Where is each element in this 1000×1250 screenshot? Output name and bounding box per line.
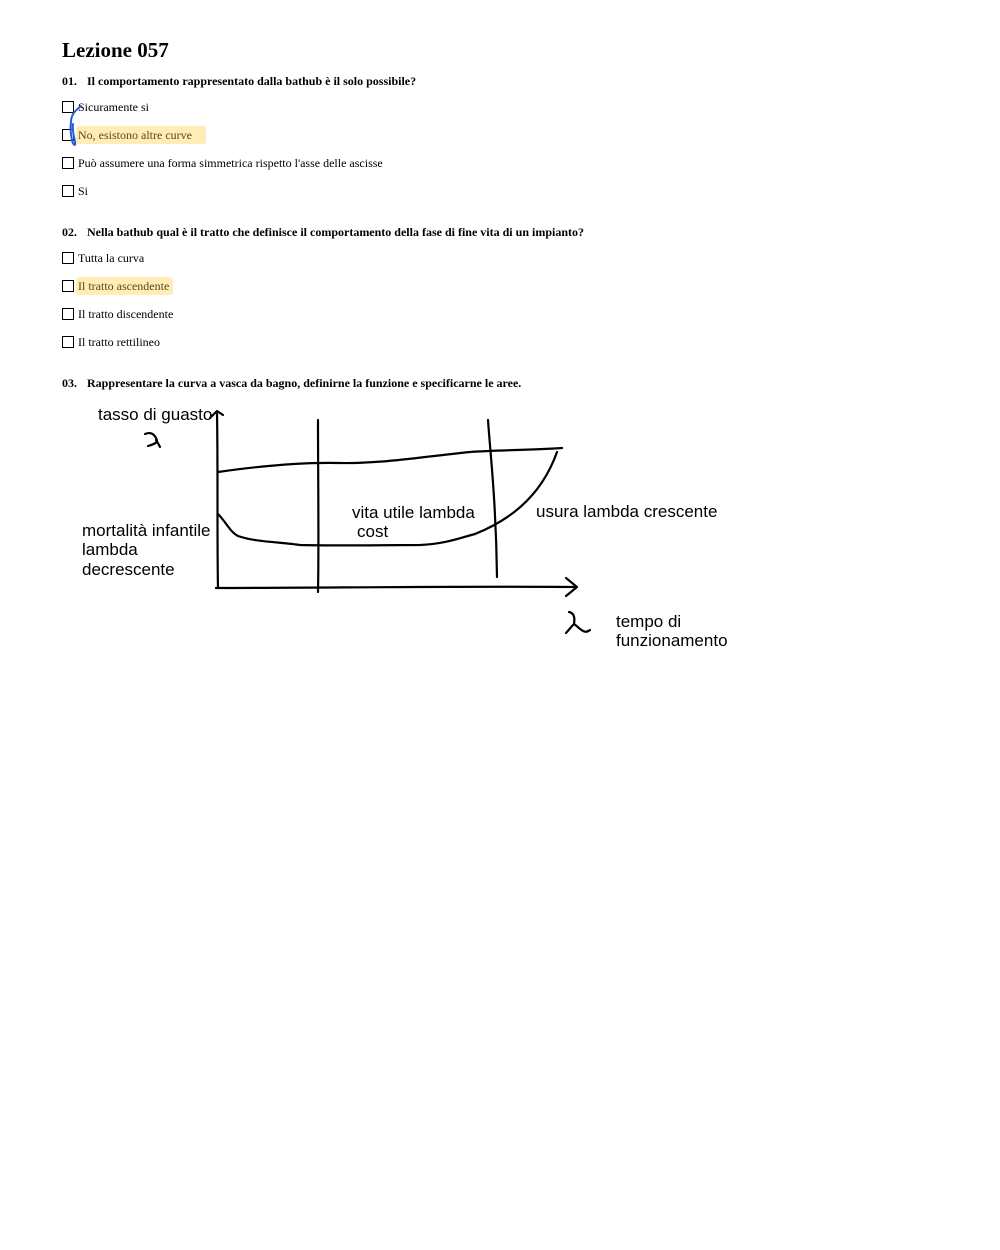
option-label-highlighted: Il tratto ascendente	[76, 277, 173, 295]
option-label: Si	[78, 184, 89, 198]
y-axis	[217, 412, 218, 588]
region-infant-label-2: lambda	[82, 540, 138, 559]
region-infant-label-1: mortalità infantile	[82, 521, 211, 540]
upper-line	[218, 448, 562, 472]
option-label: Tutta la curva	[78, 251, 145, 265]
lambda-icon-x	[566, 612, 590, 633]
option-label: Sicuramente si	[78, 100, 149, 114]
option-label-highlighted: No, esistono altre curve	[76, 126, 206, 144]
option-label: Il tratto rettilineo	[78, 335, 160, 349]
x-axis-label-2: funzionamento	[616, 631, 728, 650]
option-label: Il tratto discendente	[78, 307, 174, 321]
question-text: Rappresentare la curva a vasca da bagno, definirne la funzione e specificarne le aree.	[87, 376, 522, 390]
page-title: Lezione 057	[62, 38, 169, 62]
divider-line-2	[488, 420, 497, 577]
question-text: Nella bathub qual è il tratto che definisce il comportamento della fase di fine vita di un impianto?	[87, 225, 584, 239]
x-axis	[216, 587, 576, 588]
lambda-icon-y	[145, 433, 160, 447]
x-axis-label-1: tempo di	[616, 612, 682, 631]
region-wear-label: usura lambda crescente	[536, 502, 718, 521]
region-infant-label-3: decrescente	[82, 560, 175, 579]
question-number: 02.	[62, 225, 77, 239]
region-useful-label-1: vita utile lambda	[352, 503, 475, 522]
question-number: 01.	[62, 74, 77, 88]
option-label: Può assumere una forma simmetrica rispetto l'asse delle ascisse	[78, 156, 383, 170]
question-number: 03.	[62, 376, 77, 390]
region-useful-label-2: cost	[357, 522, 389, 541]
question-text: Il comportamento rappresentato dalla bathub è il solo possibile?	[87, 74, 417, 88]
y-axis-label: tasso di guasto	[98, 405, 213, 424]
